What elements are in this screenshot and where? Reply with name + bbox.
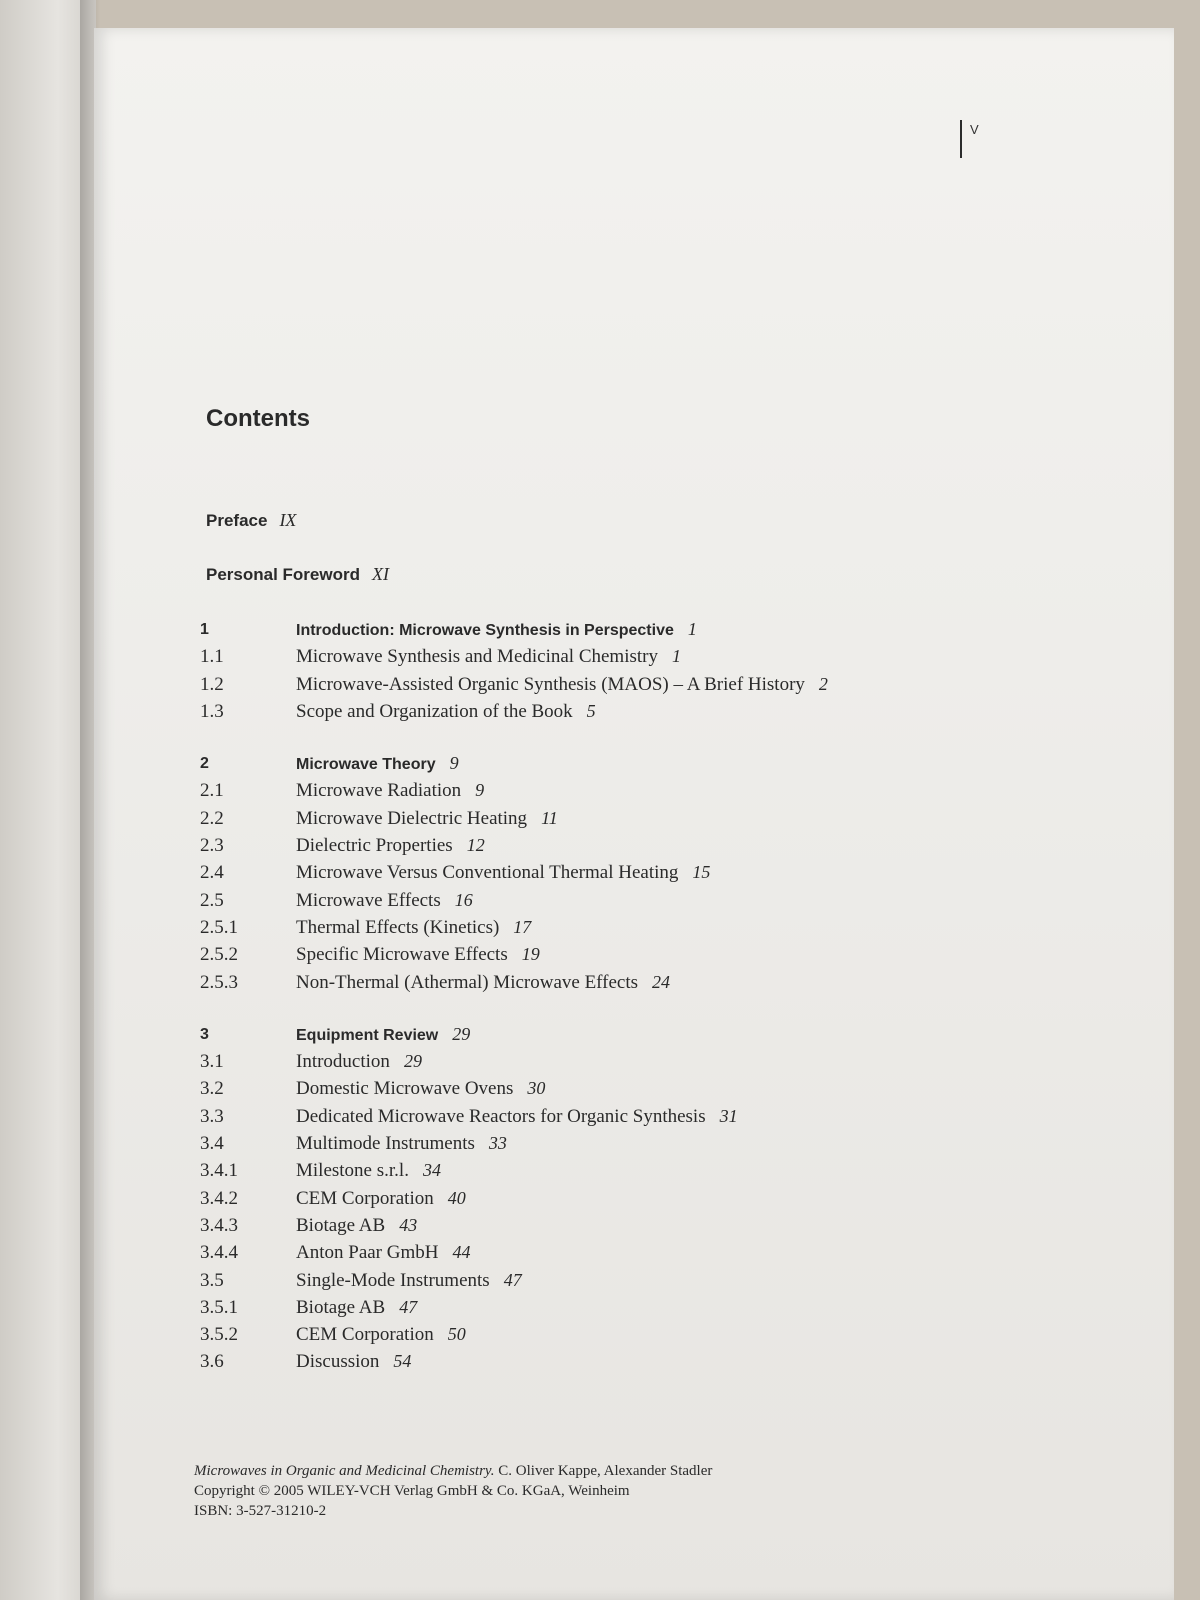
section-title-wrap: [296, 1267, 522, 1294]
section-row: [200, 941, 980, 968]
section-title-wrap: [296, 1130, 507, 1157]
page-ref: 11: [541, 807, 558, 828]
section-title-wrap: [296, 1239, 470, 1266]
section-title: Multimode Instruments: [296, 1133, 475, 1155]
section-row: [200, 1048, 980, 1075]
section-row: [200, 832, 980, 859]
footer-isbn: ISBN: 3-527-31210-2: [194, 1503, 327, 1519]
page-ref: 44: [452, 1242, 471, 1263]
chapter-block: [200, 1021, 980, 1376]
book-page: [94, 28, 1174, 1600]
front-matter-entry-preface: [206, 510, 296, 531]
section-number: 1.3: [200, 700, 224, 722]
page-ref: 33: [488, 1133, 507, 1154]
page-ref: 15: [692, 862, 711, 883]
page-ref: 29: [452, 1023, 471, 1044]
section-number: 2.1: [200, 780, 224, 802]
section-title-wrap: [296, 805, 558, 832]
section-title: Biotage AB: [296, 1214, 386, 1236]
section-title-wrap: [296, 1075, 545, 1102]
section-title-wrap: [296, 887, 473, 914]
section-title-wrap: [296, 1103, 738, 1130]
section-row: [200, 777, 980, 804]
section-title-wrap: [296, 698, 596, 725]
page-ref: 30: [527, 1078, 546, 1099]
section-row: [200, 698, 980, 725]
chapter-title-wrap: [296, 616, 697, 644]
section-title: Scope and Organization of the Book: [296, 700, 573, 722]
section-title-wrap: [296, 832, 485, 859]
page-ref: 29: [403, 1051, 422, 1072]
section-title-wrap: [296, 1348, 411, 1375]
section-title: Single-Mode Instruments: [296, 1269, 490, 1291]
page-ref: 24: [652, 971, 671, 992]
section-number: 3.5.1: [200, 1296, 238, 1318]
section-title: Microwave Radiation: [296, 780, 462, 802]
section-title-wrap: [296, 1048, 422, 1075]
section-row: [200, 887, 980, 914]
page-ref: 31: [719, 1105, 738, 1126]
section-row: [200, 643, 980, 670]
section-title-wrap: [296, 1185, 466, 1212]
section-title: Specific Microwave Effects: [296, 944, 508, 966]
copyright-footer: [194, 1461, 712, 1521]
section-title: Microwave Synthesis and Medicinal Chemistry: [296, 646, 658, 668]
section-number: 2.5: [200, 889, 224, 911]
chapter-heading-row: [200, 1021, 980, 1048]
section-title-wrap: [296, 671, 828, 698]
footer-book-title: Microwaves in Organic and Medicinal Chemistry.: [194, 1463, 495, 1479]
front-matter-entry-foreword: [206, 564, 389, 585]
page-ref: 54: [393, 1351, 412, 1372]
section-row: [200, 1103, 980, 1130]
chapter-title: Equipment Review: [296, 1026, 439, 1044]
section-row: [200, 1075, 980, 1102]
section-title: CEM Corporation: [296, 1324, 434, 1346]
section-row: [200, 859, 980, 886]
section-row: [200, 1294, 980, 1321]
section-number: 3.4.1: [200, 1160, 238, 1182]
page-title: Contents: [206, 405, 310, 432]
page-ref: 43: [399, 1214, 418, 1235]
page-ref: 5: [586, 700, 596, 721]
section-title: Introduction: [296, 1051, 390, 1073]
section-number: 2.4: [200, 862, 224, 884]
section-title-wrap: [296, 941, 540, 968]
section-row: [200, 1348, 980, 1375]
footer-copyright: Copyright © 2005 WILEY-VCH Verlag GmbH & Co. KGaA, Weinheim: [194, 1483, 630, 1499]
section-row: [200, 969, 980, 996]
page-ref: 19: [521, 944, 540, 965]
page-ref: 9: [449, 753, 459, 774]
section-title: Milestone s.r.l.: [296, 1160, 409, 1182]
section-row: [200, 805, 980, 832]
section-title-wrap: [296, 1157, 441, 1184]
section-title: Anton Paar GmbH: [296, 1242, 439, 1264]
page-ref: 1: [672, 646, 681, 667]
section-number: 2.5.3: [200, 971, 238, 993]
section-title: Microwave Effects: [296, 889, 441, 911]
section-title-wrap: [296, 1321, 466, 1348]
page-ref: 47: [399, 1296, 418, 1317]
page-marker-bar: [960, 120, 962, 158]
front-matter-page: XI: [371, 564, 389, 584]
section-title-wrap: [296, 914, 531, 941]
section-title: Dedicated Microwave Reactors for Organic Synthesis: [296, 1105, 706, 1127]
chapter-title-wrap: [296, 1021, 470, 1049]
section-number: 3.2: [200, 1078, 224, 1100]
section-number: 3.6: [200, 1351, 224, 1373]
section-number: 2.5.2: [200, 944, 238, 966]
section-row: [200, 1130, 980, 1157]
section-row: [200, 1267, 980, 1294]
section-number: 3.5: [200, 1269, 224, 1291]
section-number: 3.3: [200, 1105, 224, 1127]
section-row: [200, 1212, 980, 1239]
chapter-list: [200, 616, 980, 1401]
page-number: V: [970, 122, 979, 137]
section-number: 3.4.2: [200, 1187, 238, 1209]
page-ref: 12: [466, 835, 485, 856]
chapter-number: 2: [200, 755, 209, 773]
chapter-number: 1: [200, 621, 209, 638]
front-matter-label: Personal Foreword: [206, 565, 360, 584]
chapter-number: 3: [200, 1025, 209, 1043]
section-row: [200, 1185, 980, 1212]
section-title: Domestic Microwave Ovens: [296, 1078, 514, 1100]
section-number: 3.4.3: [200, 1214, 238, 1236]
section-title-wrap: [296, 969, 670, 996]
chapter-heading-row: [200, 616, 980, 643]
section-row: [200, 914, 980, 941]
section-title: Discussion: [296, 1351, 380, 1373]
section-number: 1.2: [200, 673, 224, 695]
page-ref: 40: [447, 1187, 466, 1208]
page-ref: 47: [503, 1269, 522, 1290]
section-title: Microwave Dielectric Heating: [296, 807, 528, 829]
chapter-title-wrap: [296, 750, 459, 778]
footer-citation: [194, 1461, 712, 1481]
chapter-block: [200, 750, 980, 996]
section-number: 3.4.4: [200, 1242, 238, 1264]
page-ref: 50: [447, 1324, 466, 1345]
section-title-wrap: [296, 643, 681, 670]
section-title: CEM Corporation: [296, 1187, 434, 1209]
section-title-wrap: [296, 777, 484, 804]
front-matter-page: IX: [279, 510, 297, 530]
chapter-block: [200, 616, 980, 725]
section-row: [200, 1321, 980, 1348]
section-title: Microwave-Assisted Organic Synthesis (MAOS) – A Brief History: [296, 673, 805, 695]
section-title-wrap: [296, 1294, 417, 1321]
section-number: 2.2: [200, 807, 224, 829]
chapter-title: Microwave Theory: [296, 756, 436, 774]
section-title: Thermal Effects (Kinetics): [296, 916, 500, 938]
section-number: 1.1: [200, 646, 224, 668]
front-matter-label: Preface: [206, 511, 268, 530]
section-title: Non-Thermal (Athermal) Microwave Effects: [296, 971, 639, 993]
section-number: 2.5.1: [200, 916, 238, 938]
section-title-wrap: [296, 859, 710, 886]
page-ref: 16: [454, 889, 473, 910]
page-ref: 1: [687, 619, 697, 639]
page-ref: 17: [513, 916, 532, 937]
section-title-wrap: [296, 1212, 417, 1239]
section-number: 3.4: [200, 1133, 224, 1155]
section-row: [200, 1157, 980, 1184]
page-ref: 9: [475, 780, 485, 801]
page-ref: 2: [818, 673, 828, 694]
page-ref: 34: [422, 1160, 441, 1181]
section-title: Dielectric Properties: [296, 835, 453, 857]
section-number: 3.5.2: [200, 1324, 238, 1346]
section-title: Biotage AB: [296, 1296, 386, 1318]
section-number: 2.3: [200, 835, 224, 857]
footer-authors: C. Oliver Kappe, Alexander Stadler: [498, 1463, 713, 1479]
section-row: [200, 1239, 980, 1266]
chapter-heading-row: [200, 750, 980, 777]
section-row: [200, 671, 980, 698]
section-number: 3.1: [200, 1051, 224, 1073]
chapter-title: Introduction: Microwave Synthesis in Perspective: [296, 622, 674, 639]
section-title: Microwave Versus Conventional Thermal Heating: [296, 862, 679, 884]
